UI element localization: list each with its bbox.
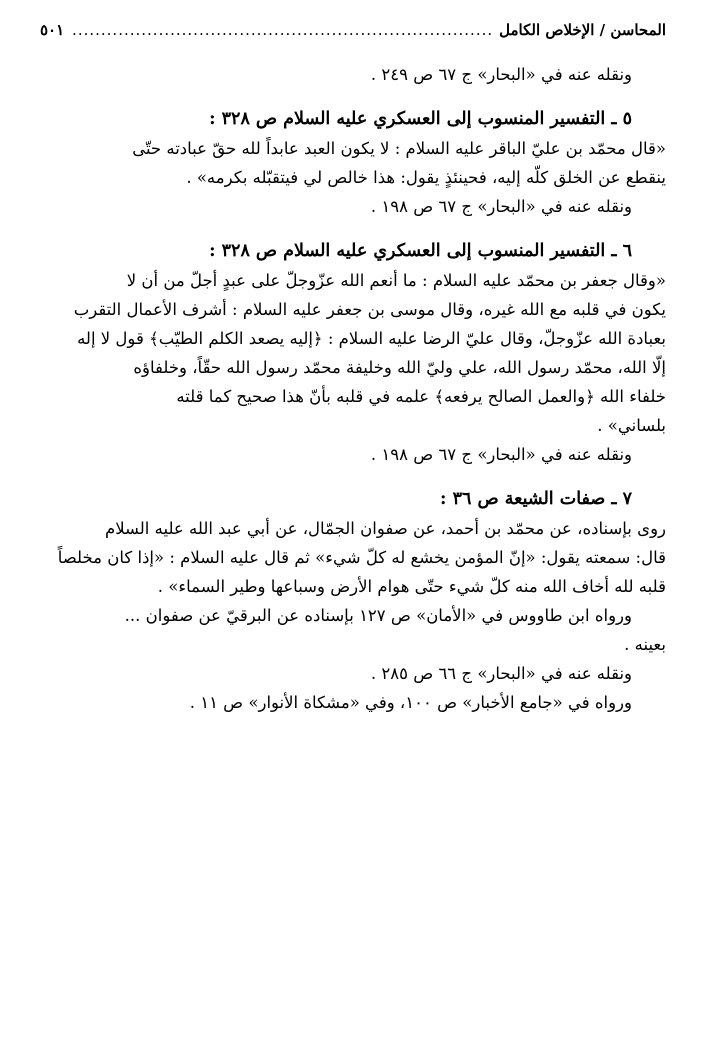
leader-dots [70,14,493,46]
paragraph-line: «قال محمّد بن عليّ الباقر عليه السلام : لا يكون العبد عابداً لله حقّ عبادته حتّى [132,139,666,158]
paragraph-line: قال: سمعته يقول: «إنّ المؤمن يخشع له كلّ شيء» ثم قال عليه السلام : «إذا كان مخلصاً [57,548,666,567]
paragraph-line: خلفاء الله ﴿والعمل الصالح يرفعه﴾ علمه في قلبه بأنّ هذا صحيح كما قلته [176,387,666,406]
paragraph-line: قلبه لله أخاف الله منه كلّ شيء حتّى هوام الأرض وسباعها وطير السماء» . [157,577,666,596]
paragraph-line: إلّا الله، محمّد رسول الله، علي وليّ الله وخليفة محمّد رسول الله حقّاً، وخلفاؤه [133,358,666,377]
citation-line: ونقله عنه في «البحار» ج ٦٧ ص ١٩٨ . [370,445,632,464]
running-title: المحاسن / الإخلاص الكامل [499,21,666,39]
citation-line: ورواه في «جامع الأخبار» ص ١٠٠، وفي «مشكاة الأنوار» ص ١١ . [189,693,632,712]
section-heading-5: ٥ ـ التفسير المنسوب إلى العسكري عليه السلام ص ٣٢٨ : [209,109,632,129]
citation-line: ونقله عنه في «البحار» ج ٦٦ ص ٢٨٥ . [370,664,632,683]
paragraph-line: بلساني» . [597,416,666,435]
citation-line: ونقله عنه في «البحار» ج ٦٧ ص ٢٤٩ . [370,65,632,84]
paragraph-line: روى بإسناده، عن محمّد بن أحمد، عن صفوان الجمّال، عن أبي عبد الله عليه السلام [105,519,666,538]
page-number: ٥٠١ [40,21,65,39]
paragraph-line: ينقطع عن الخلق كلّه إليه، فحينئذٍ يقول: هذا خالص لي فيتقبّله بكرمه» . [186,168,666,187]
section-heading-7: ٧ ـ صفات الشيعة ص ٣٦ : [440,489,632,509]
section-heading-6: ٦ ـ التفسير المنسوب إلى العسكري عليه السلام ص ٣٢٨ : [209,241,632,261]
paragraph-line: ورواه ابن طاووس في «الأمان» ص ١٢٧ بإسناده عن البرقيّ عن صفوان ... [124,606,632,625]
paragraph-line: يكون في قلبه مع الله غيره، وقال موسى بن جعفر عليه السلام : أشرف الأعمال التقرب [73,300,666,319]
citation-line: ونقله عنه في «البحار» ج ٦٧ ص ١٩٨ . [370,197,632,216]
paragraph-line: بعبادة الله عزّوجلّ، وقال عليّ الرضا عليه السلام : ﴿إليه يصعد الكلم الطيّب﴾ قول لا إله [77,329,666,348]
paragraph-line: «وقال جعفر بن محمّد عليه السلام : ما أنعم الله عزّوجلّ على عبدٍ أجلّ من أن لا [126,271,666,290]
running-header [40,14,666,46]
paragraph-line: بعينه . [624,635,666,654]
document-page [40,14,666,1044]
